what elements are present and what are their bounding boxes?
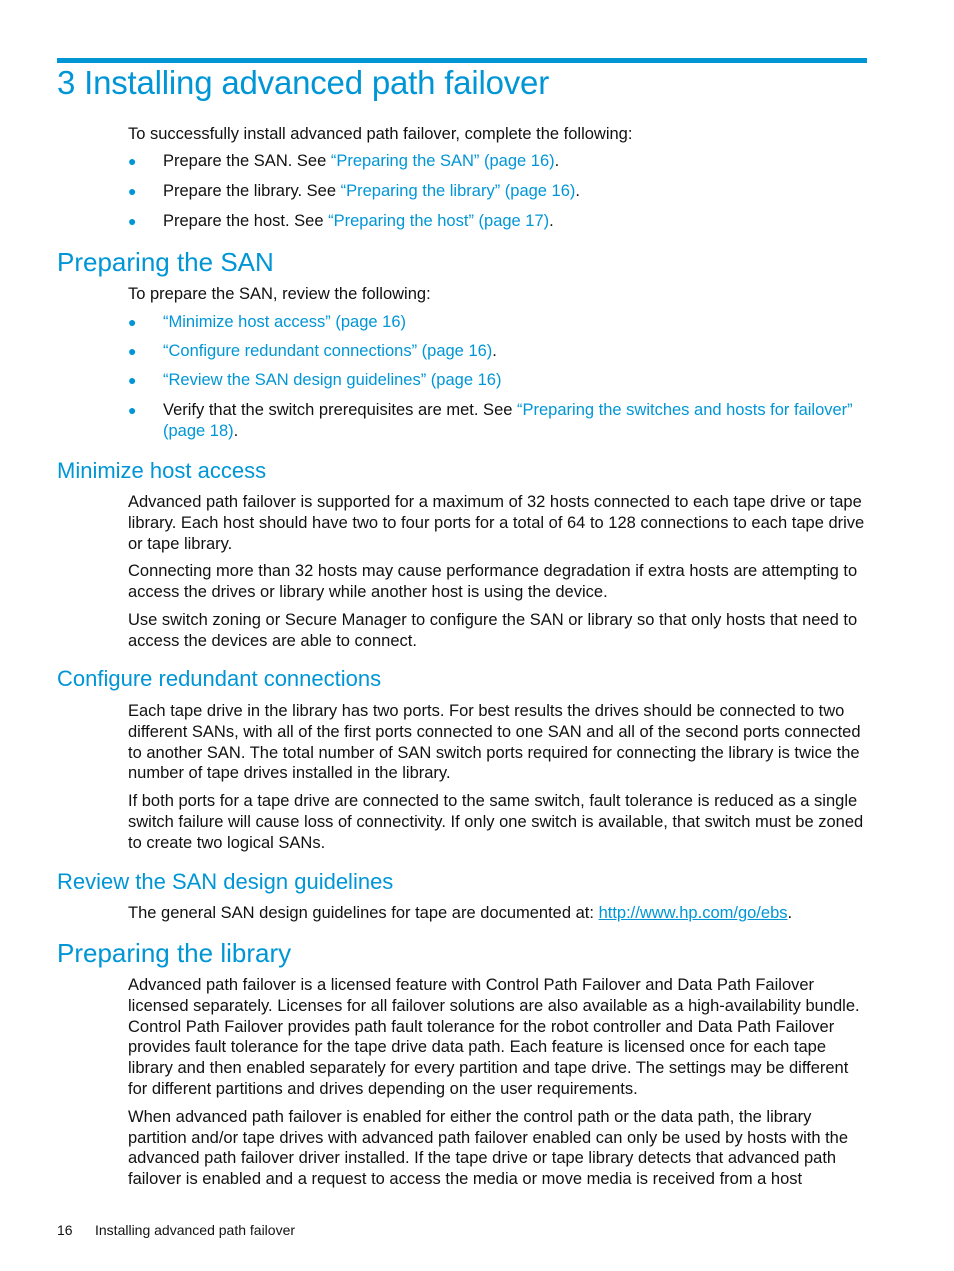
chapter-rule	[57, 58, 867, 63]
bullet-text: Verify that the switch prerequisites are met. See	[163, 401, 518, 419]
list-item	[128, 181, 868, 202]
guidelines-punct: .	[787, 904, 793, 922]
bullet-icon: ●	[128, 183, 137, 199]
list-item	[128, 400, 868, 442]
chapter-bullet-list	[128, 151, 868, 232]
guidelines-body	[128, 903, 868, 924]
ebs-url-link[interactable]: http://www.hp.com/go/ebs	[598, 904, 788, 922]
section-title-library: Preparing the library	[57, 938, 292, 968]
bullet-punct: .	[549, 212, 554, 230]
list-item	[128, 211, 868, 232]
list-item	[128, 370, 868, 391]
minimize-body	[128, 492, 868, 652]
xref-link[interactable]: “Preparing the switches and hosts for failover” (page 18)	[163, 401, 853, 440]
list-item	[128, 312, 868, 333]
paragraph: Connecting more than 32 hosts may cause performance degradation if extra hosts are attempting to access the drives or library while another host is using the device.	[128, 562, 858, 602]
bullet-icon: ●	[128, 343, 137, 359]
guidelines-text: The general SAN design guidelines for tape are documented at:	[128, 904, 599, 922]
paragraph: Advanced path failover is supported for a maximum of 32 hosts connected to each tape drive or tape library. Each host should have two to four ports for a total of 64 to 128 connections to each tape drive or tape library.	[128, 493, 865, 553]
san-bullet-list	[128, 312, 868, 442]
section-title-san: Preparing the SAN	[57, 247, 274, 277]
paragraph: Use switch zoning or Secure Manager to configure the SAN or library so that only hosts that need to access the devices are able to connect.	[128, 610, 858, 650]
san-intro: To prepare the SAN, review the following:	[128, 285, 431, 303]
bullet-punct: .	[554, 152, 560, 170]
xref-link[interactable]: “Minimize host access” (page 16)	[163, 313, 407, 331]
footer-title: Installing advanced path failover	[95, 1222, 296, 1238]
paragraph: Advanced path failover is a licensed feature with Control Path Failover and Data Path Failover licensed separately. Licenses for all failover solutions are also available as a high-availability bundle. Control Path Failover provides path fault tolerance for the robot controller and Data Path Failover provides fault tolerance for the tape drive data path. Each feature is licensed once for each tape library and then enabled separately for every partition and tape drive. The settings may be different for different partitions and drives depending on the user requirements.	[128, 976, 860, 1098]
paragraph: When advanced path failover is enabled for either the control path or the data path, the library partition and/or tape drives with advanced path failover enabled can only be used by hosts with the advanced path failover driver installed. If the tape drive or tape library detects that advanced path failover is enabled and a request to access the media or move media is received from a host	[128, 1107, 849, 1189]
xref-link[interactable]: “Preparing the SAN” (page 16)	[330, 152, 555, 170]
xref-link[interactable]: “Review the SAN design guidelines” (page 16)	[163, 371, 502, 389]
section-title-redundant: Configure redundant connections	[57, 666, 382, 691]
paragraph: Each tape drive in the library has two ports. For best results the drives should be connected to two different SANs, with all of the first ports connected to one SAN and all of the second ports connected to another SAN. The total number of SAN switch ports required for connecting the library is twice the number of tape drives installed in the library.	[128, 702, 861, 783]
xref-link[interactable]: “Preparing the host” (page 17)	[328, 212, 550, 230]
list-item	[128, 151, 868, 172]
bullet-icon: ●	[128, 372, 137, 388]
bullet-text: Prepare the host. See	[163, 212, 329, 230]
redundant-body	[128, 701, 868, 854]
section-title-guidelines: Review the SAN design guidelines	[57, 869, 394, 894]
paragraph: If both ports for a tape drive are connected to the same switch, fault tolerance is reduced as a single switch failure will cause loss of connectivity. If only one switch is available, that switch must be zoned to create two logical SANs.	[128, 792, 864, 852]
xref-link[interactable]: “Configure redundant connections” (page 16)	[163, 342, 493, 360]
library-body	[128, 975, 868, 1190]
bullet-punct: .	[492, 342, 497, 360]
section-title-minimize: Minimize host access	[57, 458, 267, 483]
bullet-icon: ●	[128, 153, 137, 169]
bullet-text: Prepare the SAN. See	[163, 152, 331, 170]
bullet-icon: ●	[128, 314, 137, 330]
bullet-text: Prepare the library. See	[163, 182, 341, 200]
bullet-icon: ●	[128, 213, 137, 229]
page-footer	[57, 1222, 295, 1238]
chapter-intro: To successfully install advanced path failover, complete the following:	[128, 125, 633, 143]
xref-link[interactable]: “Preparing the library” (page 16)	[340, 182, 576, 200]
bullet-punct: .	[575, 182, 580, 200]
list-item	[128, 341, 868, 362]
bullet-punct: .	[233, 422, 239, 440]
chapter-title: 3 Installing advanced path failover	[57, 64, 549, 101]
bullet-icon: ●	[128, 402, 137, 418]
page-number: 16	[57, 1222, 73, 1238]
